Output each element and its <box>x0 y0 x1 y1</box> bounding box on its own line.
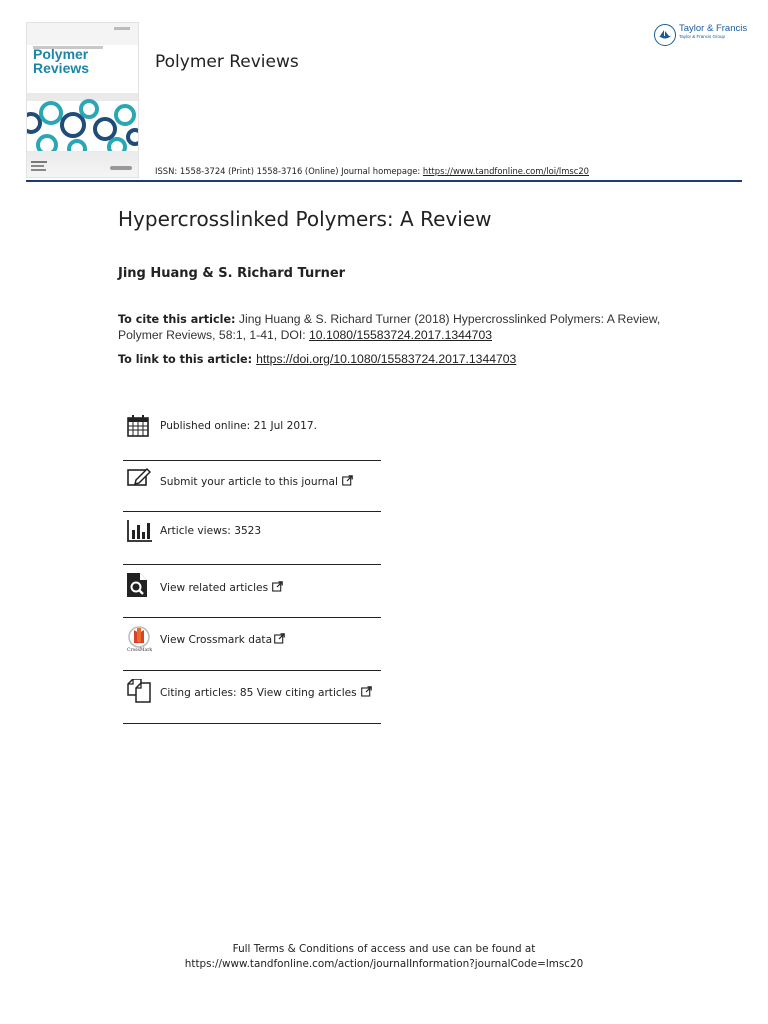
journal-cover-thumbnail <box>26 22 139 178</box>
external-link-icon <box>272 581 283 595</box>
journal-title: Polymer Reviews <box>155 52 299 72</box>
header-rule <box>26 180 742 182</box>
external-link-icon <box>274 633 285 647</box>
cover-title <box>33 47 89 75</box>
submit-article-item <box>160 475 353 489</box>
citing-articles-link[interactable] <box>123 677 381 717</box>
article-url-link[interactable]: https://doi.org/10.1080/15583724.2017.1344703 <box>256 352 517 366</box>
bar-chart-icon <box>127 520 153 546</box>
related-articles-link[interactable] <box>123 571 381 611</box>
footer <box>0 942 768 972</box>
cover-footer-line <box>31 169 46 171</box>
crossmark-label: View Crossmark data <box>160 634 273 646</box>
cover-footer-line <box>31 161 47 163</box>
issn-text: ISSN: 1558-3724 (Print) 1558-3716 (Online) Journal homepage: <box>155 166 423 176</box>
publisher-name: Taylor & Francis <box>679 23 748 34</box>
cite-label: To cite this article: <box>118 313 236 326</box>
divider <box>123 564 381 565</box>
crossmark-logo-text: CrossMark <box>127 648 153 653</box>
cite-text: Jing Huang & S. Richard Turner (2018) Hypercrosslinked Polymers: A Review, Polymer Reviews, 58:1, 1-41, DOI: <box>118 312 661 342</box>
calendar-icon <box>127 415 149 441</box>
article-authors: Jing Huang & S. Richard Turner <box>118 266 346 281</box>
divider <box>123 670 381 671</box>
cover-issn-mark <box>114 27 130 30</box>
published-online <box>123 414 381 442</box>
publisher-logo[interactable] <box>654 23 747 46</box>
related-articles-item <box>160 581 283 595</box>
footer-terms-text: Full Terms & Conditions of access and use can be found at <box>232 943 536 955</box>
cover-footer <box>27 151 138 177</box>
link-label: To link to this article: <box>118 353 253 366</box>
published-online-label: Published online: 21 Jul 2017. <box>160 420 317 432</box>
journal-homepage-link[interactable]: https://www.tandfonline.com/loi/lmsc20 <box>422 166 589 176</box>
submit-article-label: Submit your article to this journal <box>160 476 338 488</box>
cover-footer-line <box>31 165 44 167</box>
citing-articles-label: Citing articles: 85 View citing articles <box>160 687 357 699</box>
article-title: Hypercrosslinked Polymers: A Review <box>118 207 492 231</box>
citation <box>118 312 678 343</box>
divider <box>123 617 381 618</box>
citing-articles-item <box>160 686 372 700</box>
boat-icon <box>654 24 676 46</box>
document-search-icon <box>127 573 147 601</box>
article-link-line <box>118 352 516 366</box>
doi-link[interactable]: 10.1080/15583724.2017.1344703 <box>309 327 493 342</box>
divider <box>123 723 381 724</box>
crossmark-item <box>160 633 285 647</box>
footer-terms-link[interactable]: https://www.tandfonline.com/action/journalInformation?journalCode=lmsc20 <box>184 958 584 970</box>
crossmark-link[interactable] <box>123 624 381 664</box>
divider <box>123 460 381 461</box>
publisher-group: Taylor & Francis Group <box>679 34 726 39</box>
cover-title-line1: Polymer <box>33 46 89 62</box>
crossmark-icon <box>125 625 153 659</box>
article-views <box>123 518 381 558</box>
cover-publisher-mark <box>110 166 132 170</box>
external-link-icon <box>361 686 372 700</box>
copy-documents-icon <box>127 679 151 707</box>
submit-article-link[interactable] <box>123 466 381 506</box>
external-link-icon <box>342 475 353 489</box>
cover-title-line2: Reviews <box>33 60 90 76</box>
article-views-label: Article views: 3523 <box>160 525 262 537</box>
issn-line <box>155 166 589 176</box>
related-articles-label: View related articles <box>160 582 269 594</box>
divider <box>123 511 381 512</box>
edit-icon <box>127 467 151 491</box>
